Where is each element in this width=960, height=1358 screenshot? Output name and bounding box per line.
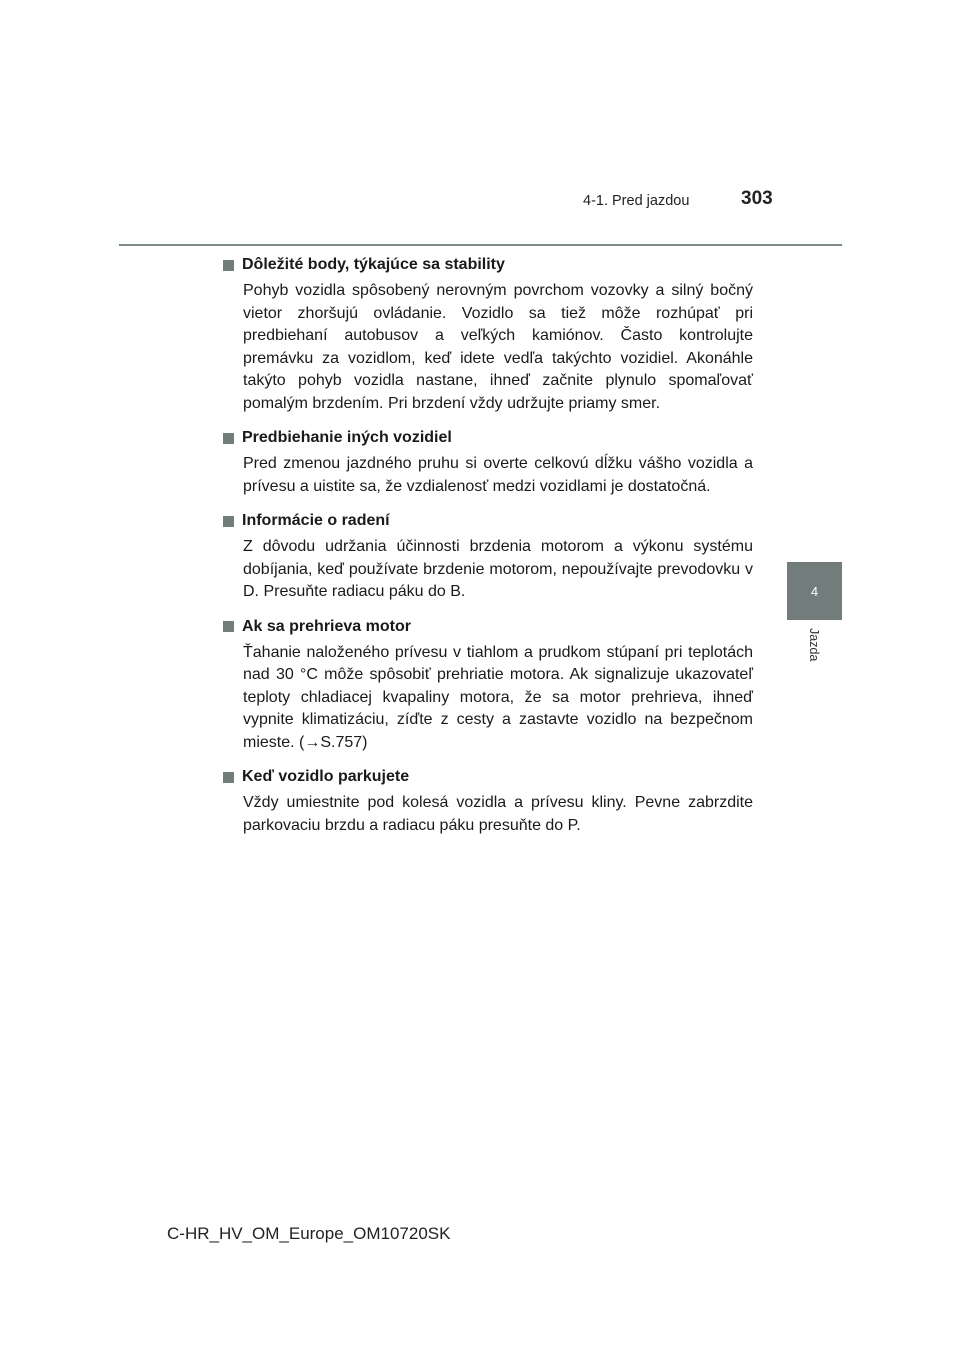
header-rule [119, 244, 842, 246]
square-bullet-icon [223, 621, 234, 632]
section-heading-text: Ak sa prehrieva motor [242, 617, 411, 635]
section-heading-text: Dôležité body, týkajúce sa stability [242, 256, 505, 273]
section-body: Pred zmenou jazdného pruhu si overte celkovú dĺžku vášho vozidla a prívesu a uistite sa, že vzdialenosť medzi vozidlami je dostatočná. [243, 455, 753, 495]
section-stability [223, 254, 753, 415]
section-heading [223, 427, 753, 449]
section-parking [223, 766, 753, 837]
section-shifting [223, 510, 753, 604]
page-number: 303 [741, 188, 773, 209]
page-header [0, 0, 960, 250]
square-bullet-icon [223, 516, 234, 527]
chapter-label: Jazda [807, 628, 821, 662]
chapter-tab [787, 562, 842, 620]
section-body: Ťahanie naloženého prívesu v tiahlom a prudkom stúpaní pri teplotách nad 30 °C môže spôsobiť prehriatie motora. Ak signalizuje ukazovateľ teploty chladiacej kvapaliny motora, že sa motor prehrieva, ihneď vypnite klimatizáciu, zíďte z cesty a zastavte vozidlo na bezpečnom mieste. (→S.757) [243, 643, 753, 751]
section-heading [223, 510, 753, 532]
square-bullet-icon [223, 260, 234, 271]
section-body: Z dôvodu udržania účinnosti brzdenia motorom a výkonu systému dobíjania, keď používate brzdenie motorom, nepoužívajte prevodovku v D. Presuňte radiacu páku do B. [243, 538, 753, 600]
square-bullet-icon [223, 772, 234, 783]
section-body: Pohyb vozidla spôsobený nerovným povrchom vozovky a silný bočný vietor zhoršujú ovládanie. Vozidlo sa tiež môže rozhúpať pri predbiehaní autobusov a veľkých kamiónov. Často kontrolujte premávku za vozidlom, keď idete vedľa takýchto vozidiel. Akonáhle takýto pohyb vozidla nastane, ihneď začnite plynulo spomaľovať pomalým brzdením. Pri brzdení vždy udržujte priamy smer. [243, 282, 753, 412]
section-heading [223, 766, 753, 788]
section-heading-text: Predbiehanie iných vozidiel [242, 429, 452, 446]
square-bullet-icon [223, 433, 234, 444]
section-label: 4-1. Pred jazdou [583, 193, 690, 209]
section-body: Vždy umiestnite pod kolesá vozidla a prívesu kliny. Pevne zabrzdite parkovaciu brzdu a radiacu páku presuňte do P. [243, 794, 753, 834]
main-content [223, 254, 753, 849]
section-overheating [223, 616, 753, 755]
section-overtaking [223, 427, 753, 498]
section-heading [223, 254, 753, 276]
section-heading-text: Informácie o radení [242, 512, 390, 529]
chapter-number: 4 [810, 583, 819, 599]
document-code: C-HR_HV_OM_Europe_OM10720SK [167, 1224, 451, 1243]
section-heading [223, 616, 753, 638]
section-heading-text: Keď vozidlo parkujete [242, 768, 410, 785]
